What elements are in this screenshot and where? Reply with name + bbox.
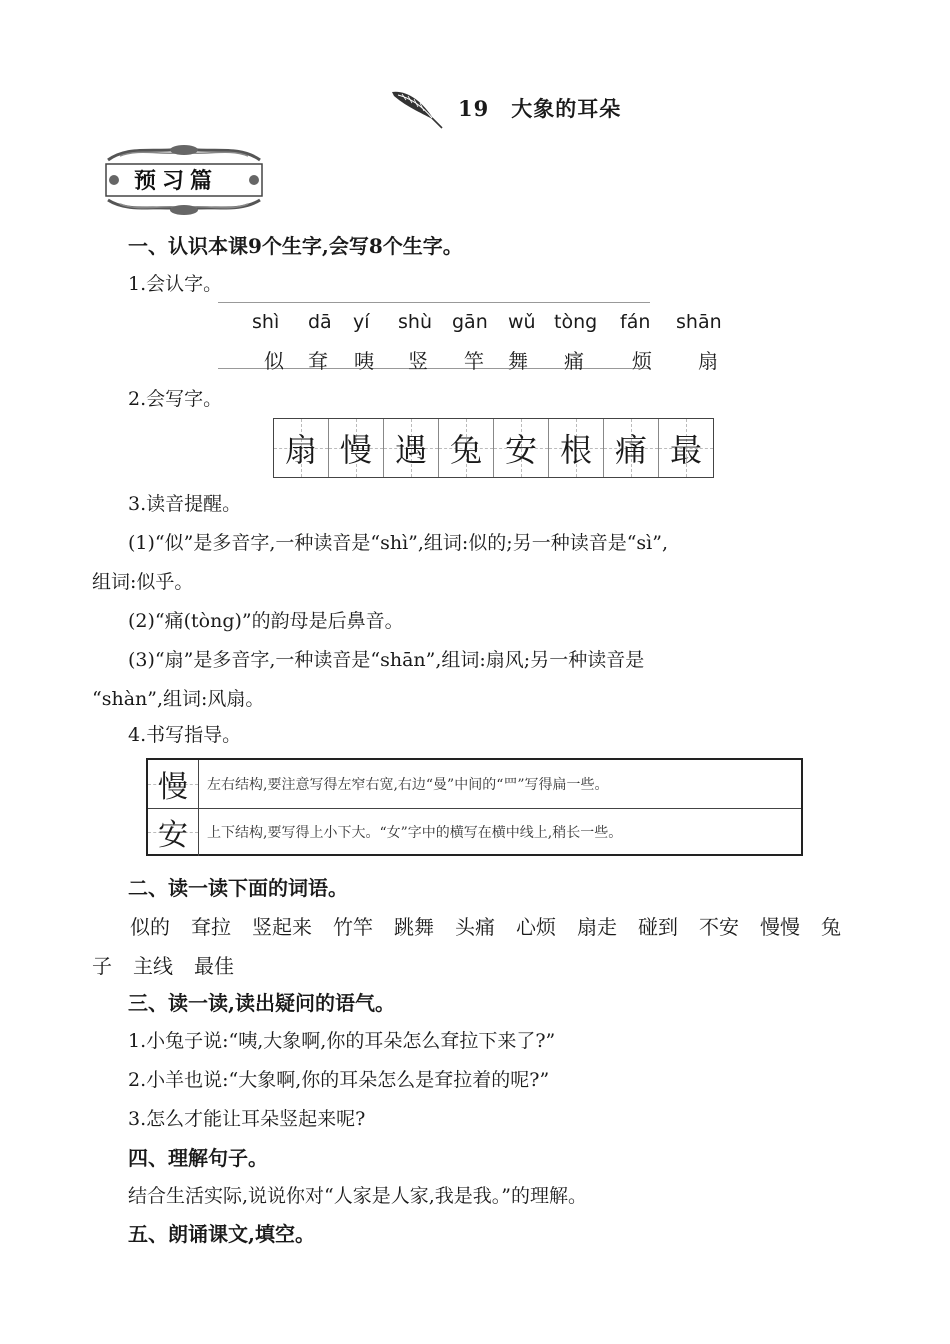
pinyin: tòng bbox=[554, 311, 598, 333]
section5-heading: 五、朗诵课文,填空。 bbox=[128, 1222, 315, 1246]
word-list bbox=[92, 908, 860, 986]
word: 最佳 bbox=[194, 954, 234, 978]
pinyin: fán bbox=[620, 311, 651, 333]
writing-cell bbox=[659, 419, 713, 477]
word: 主线 bbox=[133, 954, 173, 978]
note-3-line2: “shàn”,组词:风扇。 bbox=[92, 688, 265, 710]
pinyin: shì bbox=[252, 311, 280, 333]
feather-quill-icon bbox=[388, 86, 444, 130]
pinyin: dā bbox=[308, 311, 332, 333]
guide-char-cell bbox=[148, 760, 199, 808]
word: 似的 bbox=[130, 915, 170, 939]
write-char: 痛 bbox=[614, 431, 647, 469]
word: 碰到 bbox=[638, 915, 678, 939]
guide-text: 左右结构,要注意写得左窄右宽,右边“曼”中间的“罒”写得扁一些。 bbox=[207, 777, 609, 793]
question-line: 1.小兔子说:“咦,大象啊,你的耳朵怎么耷拉下来了?” bbox=[128, 1030, 556, 1052]
word: 慢慢 bbox=[760, 915, 800, 939]
write-char: 慢 bbox=[339, 431, 372, 469]
guide-row bbox=[148, 808, 801, 856]
writing-cell bbox=[549, 419, 604, 477]
writing-grid bbox=[273, 418, 714, 478]
writing-guide-table bbox=[146, 758, 803, 856]
word: 不安 bbox=[699, 915, 739, 939]
guide-char: 安 bbox=[158, 818, 188, 853]
subheading-write: 2.会写字。 bbox=[128, 388, 223, 410]
pinyin: yí bbox=[353, 311, 370, 333]
lesson-name: 大象的耳朵 bbox=[511, 96, 622, 121]
guide-char-cell bbox=[148, 808, 199, 856]
section4-heading: 四、理解句子。 bbox=[128, 1146, 268, 1170]
writing-cell bbox=[604, 419, 659, 477]
write-char: 遇 bbox=[394, 431, 427, 469]
word: 兔子 bbox=[92, 915, 841, 978]
writing-cell bbox=[274, 419, 329, 477]
guide-text: 上下结构,要写得上小下大。“女”字中的横写在横中线上,稍长一些。 bbox=[207, 825, 623, 841]
note-1-line2: 组词:似乎。 bbox=[92, 571, 194, 593]
hanzi: 扇 bbox=[698, 349, 718, 373]
hanzi: 烦 bbox=[632, 349, 652, 373]
section1-heading: 一、认识本课9个生字,会写8个生字。 bbox=[128, 234, 463, 258]
note-1-line1: (1)“似”是多音字,一种读音是“shì”,组词:似的;另一种读音是“sì”, bbox=[128, 532, 669, 554]
writing-cell bbox=[439, 419, 494, 477]
pinyin: gān bbox=[452, 311, 488, 333]
hanzi: 耷 bbox=[308, 349, 328, 373]
write-char: 最 bbox=[669, 431, 702, 469]
subheading-recognize: 1.会认字。 bbox=[128, 273, 223, 295]
write-char: 根 bbox=[559, 431, 592, 469]
pinyin: shù bbox=[398, 311, 432, 333]
guide-row bbox=[148, 760, 801, 809]
hanzi: 痛 bbox=[564, 349, 584, 373]
question-line: 2.小羊也说:“大象啊,你的耳朵怎么是耷拉着的呢?” bbox=[128, 1069, 550, 1091]
word: 耷拉 bbox=[191, 915, 231, 939]
pinyin: shān bbox=[676, 311, 722, 333]
hanzi: 似 bbox=[264, 349, 284, 373]
section4-text: 结合生活实际,说说你对“人家是人家,我是我。”的理解。 bbox=[128, 1185, 588, 1207]
lesson-number: 19 bbox=[458, 96, 490, 121]
subheading-pronunciation: 3.读音提醒。 bbox=[128, 493, 242, 515]
writing-cell bbox=[329, 419, 384, 477]
note-2: (2)“痛(tòng)”的韵母是后鼻音。 bbox=[128, 610, 404, 632]
word: 跳舞 bbox=[394, 915, 434, 939]
hanzi: 舞 bbox=[508, 349, 528, 373]
section2-heading: 二、读一读下面的词语。 bbox=[128, 876, 348, 900]
write-char: 扇 bbox=[284, 431, 317, 469]
hanzi: 竖 bbox=[408, 349, 428, 373]
writing-cell bbox=[494, 419, 549, 477]
word: 头痛 bbox=[455, 915, 495, 939]
note-3-line1: (3)“扇”是多音字,一种读音是“shān”,组词:扇风;另一种读音是 bbox=[128, 649, 645, 671]
hanzi: 咦 bbox=[354, 349, 374, 373]
word: 心烦 bbox=[516, 915, 556, 939]
word: 竹竿 bbox=[333, 915, 373, 939]
word: 竖起来 bbox=[252, 915, 312, 939]
guide-char: 慢 bbox=[158, 770, 188, 805]
section3-heading: 三、读一读,读出疑问的语气。 bbox=[128, 991, 395, 1015]
hanzi: 竿 bbox=[464, 349, 484, 373]
subheading-guidance: 4.书写指导。 bbox=[128, 724, 242, 746]
word: 扇走 bbox=[577, 915, 617, 939]
pinyin: wǔ bbox=[508, 311, 536, 333]
write-char: 兔 bbox=[449, 431, 482, 469]
lesson-title bbox=[458, 93, 621, 123]
writing-cell bbox=[384, 419, 439, 477]
question-line: 3.怎么才能让耳朵竖起来呢? bbox=[128, 1108, 366, 1130]
banner-label: 预习篇 bbox=[134, 167, 219, 194]
section-banner bbox=[100, 140, 268, 218]
write-char: 安 bbox=[504, 431, 537, 469]
pinyin-table bbox=[218, 302, 722, 373]
lesson-title-row bbox=[388, 86, 621, 130]
